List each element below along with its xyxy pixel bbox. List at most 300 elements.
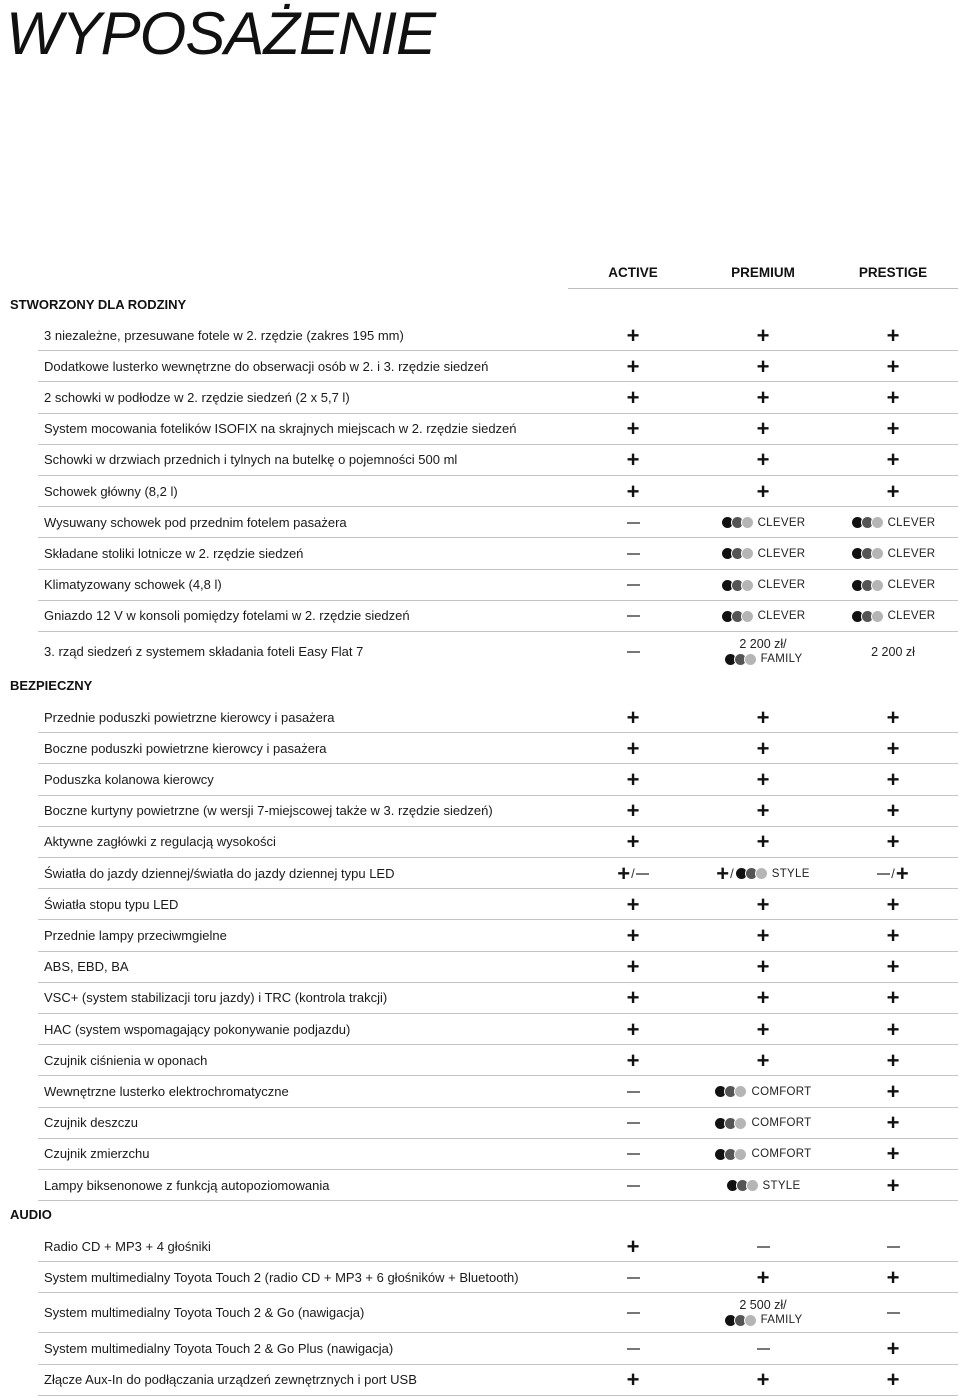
plus-icon: + [886,384,900,410]
package-dot [744,1314,757,1327]
table-row [0,1108,960,1139]
plus-icon: + [626,322,640,348]
plus-icon: + [886,704,900,730]
row-label: Dodatkowe lusterko wewnętrzne do obserwacji osób w 2. i 3. rzędzie siedzeń [44,358,489,374]
row-label: System mocowania fotelików ISOFIX na skrajnych miejscach w 2. rzędzie siedzeń [44,421,517,437]
cell-prestige [823,1014,960,1045]
plus-icon: + [626,954,640,980]
package-label: FAMILY [760,653,803,665]
package-dot [741,579,754,592]
row-label: Boczne poduszki powietrzne kierowcy i pasażera [44,740,327,756]
minus-icon [887,1312,900,1314]
package-label: CLEVER [757,610,806,623]
cell-prestige [823,382,960,413]
table-row [0,1293,960,1333]
cell-active [563,1014,703,1045]
package-label: CLEVER [757,579,806,592]
table-row [0,1365,960,1396]
cell-active [563,476,703,507]
row-label: Schowki w drzwiach przednich i tylnych na butelkę o pojemności 500 ml [44,452,458,468]
plus-icon: + [886,1078,900,1104]
minus-icon [627,553,640,555]
plus-icon: + [626,447,640,473]
plus-icon: + [886,1367,900,1393]
package-dot [734,1148,747,1161]
price-package-line [724,1313,803,1328]
minus-icon [627,1153,640,1155]
minus-icon [877,873,890,875]
section-title: STWORZONY DLA RODZINY [10,297,187,312]
plus-icon: + [756,766,770,792]
plus-icon: + [756,891,770,917]
package-dots-icon [851,579,884,592]
package-label: STYLE [771,867,810,880]
cell-premium [693,1365,833,1396]
table-row [0,445,960,476]
row-label: Składane stoliki lotnicze w 2. rzędzie siedzeń [44,545,304,561]
table-row [0,764,960,795]
package-label: FAMILY [760,1314,803,1327]
plus-icon: + [626,1233,640,1259]
plus-icon: + [756,985,770,1011]
minus-icon [627,522,640,524]
plus-icon: + [756,829,770,855]
table-row [0,858,960,889]
cell-premium [693,1293,833,1333]
table-row [0,382,960,413]
column-header-prestige: PRESTIGE [858,265,928,280]
package-label: COMFORT [751,1085,812,1098]
cell-premium [693,733,833,764]
row-label: Gniazdo 12 V w konsoli pomiędzy fotelami w 2. rzędzie siedzeń [44,608,410,624]
cell-premium [693,796,833,827]
price-package-line [724,652,803,667]
table-row [0,1076,960,1107]
table-row [0,983,960,1014]
minus-icon [627,1091,640,1093]
cell-premium [693,538,833,569]
table-row [0,920,960,951]
cell-active [563,702,703,733]
cell-prestige [823,1262,960,1293]
package-dot [871,547,884,560]
cell-prestige [823,445,960,476]
package-dots-icon [724,653,757,666]
plus-icon: + [626,1016,640,1042]
cell-premium [693,414,833,445]
plus-icon: + [886,1141,900,1167]
package-dots-icon [851,516,884,529]
plus-icon: + [626,416,640,442]
row-label: Klimatyzowany schowek (4,8 l) [44,577,222,593]
minus-icon [636,873,649,875]
cell-prestige [823,1365,960,1396]
row-label: Poduszka kolanowa kierowcy [44,771,214,787]
slash-separator: / [891,866,895,882]
plus-icon: + [886,478,900,504]
package-dots-icon [714,1117,747,1130]
minus-icon [627,651,640,653]
cell-active [563,1262,703,1293]
plus-icon: + [886,416,900,442]
plus-icon: + [886,1110,900,1136]
cell-premium [693,1139,833,1170]
cell-prestige [823,538,960,569]
plus-icon: + [626,985,640,1011]
price-package-block [724,637,803,667]
package-dots-icon [721,579,754,592]
row-label: VSC+ (system stabilizacji toru jazdy) i TRC (kontrola trakcji) [44,990,388,1006]
package-label: CLEVER [757,516,806,529]
package-dots-icon [851,610,884,623]
cell-prestige [823,570,960,601]
plus-icon: + [756,1047,770,1073]
page-title: WYPOSAŻENIE [6,0,436,67]
cell-premium [693,983,833,1014]
plus-icon: + [756,353,770,379]
table-row [0,702,960,733]
cell-active [563,1139,703,1170]
row-label: System multimedialny Toyota Touch 2 (radio CD + MP3 + 6 głośników + Bluetooth) [44,1269,519,1285]
minus-icon [627,1348,640,1350]
cell-prestige [823,983,960,1014]
cell-active [563,1170,703,1201]
cell-premium [693,702,833,733]
cell-active [563,858,703,889]
plus-icon: + [617,860,631,886]
plus-icon: + [756,735,770,761]
plus-icon: + [886,447,900,473]
cell-premium [693,1231,833,1262]
cell-active [563,445,703,476]
plus-icon: + [886,353,900,379]
cell-prestige [823,351,960,382]
cell-active [563,320,703,351]
price-label: 2 200 zł/ [739,637,787,651]
cell-active [563,538,703,569]
cell-prestige [823,507,960,538]
package-dot [871,516,884,529]
plus-icon: + [895,860,909,886]
table-row [0,632,960,672]
cell-active [563,601,703,632]
cell-premium [693,889,833,920]
plus-icon: + [756,1016,770,1042]
plus-icon: + [626,922,640,948]
cell-active [563,764,703,795]
row-label: HAC (system wspomagający pokonywanie podjazdu) [44,1021,351,1037]
cell-active [563,1293,703,1333]
cell-prestige [823,1045,960,1076]
cell-premium [693,1045,833,1076]
minus-icon [627,615,640,617]
plus-icon: + [756,384,770,410]
row-label: Przednie poduszki powietrzne kierowcy i pasażera [44,709,335,725]
table-row [0,1045,960,1076]
cell-active [563,1333,703,1364]
cell-premium [693,764,833,795]
cell-premium [693,827,833,858]
row-label: Radio CD + MP3 + 4 głośniki [44,1238,211,1254]
slash-separator: / [730,866,734,882]
table-row [0,570,960,601]
cell-active [563,827,703,858]
row-label: Przednie lampy przeciwmgielne [44,927,227,943]
cell-premium [693,1333,833,1364]
row-label: Światła stopu typu LED [44,896,179,912]
plus-icon: + [756,478,770,504]
cell-active [563,1365,703,1396]
cell-premium [693,632,833,672]
plus-icon: + [626,353,640,379]
cell-active [563,920,703,951]
row-label: Boczne kurtyny powietrzne (w wersji 7-miejscowej także w 3. rzędzie siedzeń) [44,803,493,819]
cell-premium [693,1170,833,1201]
plus-icon: + [886,1016,900,1042]
cell-premium [693,445,833,476]
cell-prestige [823,1170,960,1201]
cell-premium [693,1076,833,1107]
plus-icon: + [886,798,900,824]
minus-icon [757,1246,770,1248]
plus-icon: + [886,766,900,792]
plus-icon: + [756,954,770,980]
cell-active [563,983,703,1014]
plus-icon: + [886,922,900,948]
cell-active [563,507,703,538]
minus-icon [627,1185,640,1187]
cell-prestige [823,632,960,672]
cell-premium [693,351,833,382]
package-dots-icon [735,867,768,880]
price-label: 2 500 zł/ [739,1298,787,1313]
table-row [0,952,960,983]
cell-active [563,733,703,764]
row-label: Czujnik ciśnienia w oponach [44,1052,208,1068]
cell-active [563,351,703,382]
cell-prestige [823,858,960,889]
section-title: AUDIO [10,1207,52,1222]
package-dot [755,867,768,880]
package-dot [746,1179,759,1192]
minus-icon [627,1277,640,1279]
plus-icon: + [626,384,640,410]
cell-active [563,632,703,672]
cell-premium [693,1108,833,1139]
cell-premium [693,507,833,538]
package-dot [871,579,884,592]
package-dot [741,516,754,529]
plus-icon: + [756,1367,770,1393]
cell-premium [693,858,833,889]
package-label: CLEVER [887,579,936,592]
package-dots-icon [721,547,754,560]
package-label: CLEVER [887,610,936,623]
row-label: Światła do jazdy dziennej/światła do jazdy dziennej typu LED [44,865,395,881]
slash-separator: / [631,866,635,882]
plus-icon: + [626,704,640,730]
cell-prestige [823,733,960,764]
minus-icon [627,1312,640,1314]
cell-active [563,1108,703,1139]
table-row [0,414,960,445]
plus-icon: + [886,1047,900,1073]
cell-active [563,1231,703,1262]
section-title: BEZPIECZNY [10,678,93,693]
price-label: 2 200 zł [871,645,915,659]
row-label: Wewnętrzne lusterko elektrochromatyczne [44,1083,289,1099]
column-header-premium: PREMIUM [731,265,795,280]
table-row [0,507,960,538]
row-label: Aktywne zagłówki z regulacją wysokości [44,834,276,850]
package-dot [744,653,757,666]
cell-active [563,889,703,920]
plus-icon: + [886,829,900,855]
cell-prestige [823,476,960,507]
cell-prestige [823,1108,960,1139]
column-header-divider [568,288,958,289]
package-dots-icon [851,547,884,560]
package-label: STYLE [762,1179,801,1192]
table-row [0,1333,960,1364]
cell-prestige [823,702,960,733]
row-label: Czujnik zmierzchu [44,1146,150,1162]
row-label: Czujnik deszczu [44,1115,138,1131]
package-dots-icon [724,1314,757,1327]
row-label: Schowek główny (8,2 l) [44,483,178,499]
row-label: ABS, EBD, BA [44,959,129,975]
plus-icon: + [886,1172,900,1198]
cell-active [563,1045,703,1076]
cell-prestige [823,414,960,445]
minus-plus-value [877,860,909,886]
cell-active [563,1076,703,1107]
table-row [0,1139,960,1170]
cell-premium [693,920,833,951]
cell-prestige [823,1293,960,1333]
cell-active [563,952,703,983]
cell-premium [693,570,833,601]
plus-icon: + [626,798,640,824]
cell-prestige [823,796,960,827]
plus-icon: + [756,447,770,473]
table-row [0,320,960,351]
plus-icon: + [756,798,770,824]
plus-icon: + [756,416,770,442]
row-label: Wysuwany schowek pod przednim fotelem pasażera [44,514,347,530]
package-dots-icon [714,1085,747,1098]
column-header-active: ACTIVE [608,265,658,280]
plus-icon: + [626,891,640,917]
row-label: System multimedialny Toyota Touch 2 & Go Plus (nawigacja) [44,1340,394,1356]
row-label: 3. rząd siedzeń z systemem składania foteli Easy Flat 7 [44,644,364,659]
plus-icon: + [626,829,640,855]
row-label: Złącze Aux-In do podłączania urządzeń zewnętrznych i port USB [44,1372,417,1388]
plus-icon: + [886,891,900,917]
minus-icon [627,584,640,586]
table-row [0,1262,960,1293]
cell-prestige [823,952,960,983]
cell-prestige [823,889,960,920]
package-dots-icon [726,1179,759,1192]
table-row [0,1170,960,1201]
cell-prestige [823,601,960,632]
package-label: COMFORT [751,1148,812,1161]
plus-icon: + [756,322,770,348]
plus-icon: + [756,922,770,948]
cell-prestige [823,920,960,951]
package-dot [741,610,754,623]
minus-icon [757,1348,770,1350]
package-dots-icon [721,610,754,623]
cell-prestige [823,1076,960,1107]
cell-prestige [823,1231,960,1262]
table-row [0,796,960,827]
table-row [0,538,960,569]
table-row [0,1231,960,1262]
table-row [0,733,960,764]
minus-icon [887,1246,900,1248]
plus-icon: + [756,704,770,730]
cell-premium [693,476,833,507]
package-dot [734,1085,747,1098]
package-dots-icon [714,1148,747,1161]
package-dot [734,1117,747,1130]
minus-icon [627,1122,640,1124]
cell-active [563,414,703,445]
cell-premium [693,382,833,413]
cell-premium [693,1014,833,1045]
cell-prestige [823,764,960,795]
cell-premium [693,320,833,351]
package-label: COMFORT [751,1117,812,1130]
row-label: 3 niezależne, przesuwane fotele w 2. rzędzie (zakres 195 mm) [44,327,404,343]
cell-premium [693,601,833,632]
plus-icon: + [626,766,640,792]
cell-active [563,796,703,827]
plus-icon: + [626,1047,640,1073]
table-row [0,351,960,382]
cell-premium [693,1262,833,1293]
table-row [0,889,960,920]
table-row [0,1014,960,1045]
row-label: System multimedialny Toyota Touch 2 & Go (nawigacja) [44,1305,365,1321]
package-label: CLEVER [887,547,936,560]
plus-icon: + [886,1264,900,1290]
plus-icon: + [756,1264,770,1290]
cell-prestige [823,1139,960,1170]
row-label: 2 schowki w podłodze w 2. rzędzie siedzeń (2 x 5,7 l) [44,389,350,405]
plus-icon: + [716,860,730,886]
package-label: CLEVER [887,516,936,529]
cell-prestige [823,827,960,858]
table-row [0,601,960,632]
plus-package-value [716,860,810,886]
plus-icon: + [626,735,640,761]
plus-icon: + [886,985,900,1011]
plus-icon: + [886,735,900,761]
package-dot [741,547,754,560]
plus-icon: + [626,1367,640,1393]
plus-icon: + [626,478,640,504]
price-package-block [724,1298,803,1328]
plus-icon: + [886,322,900,348]
cell-premium [693,952,833,983]
cell-active [563,382,703,413]
plus-icon: + [886,954,900,980]
row-label: Lampy biksenonowe z funkcją autopoziomowania [44,1177,330,1193]
table-row [0,476,960,507]
